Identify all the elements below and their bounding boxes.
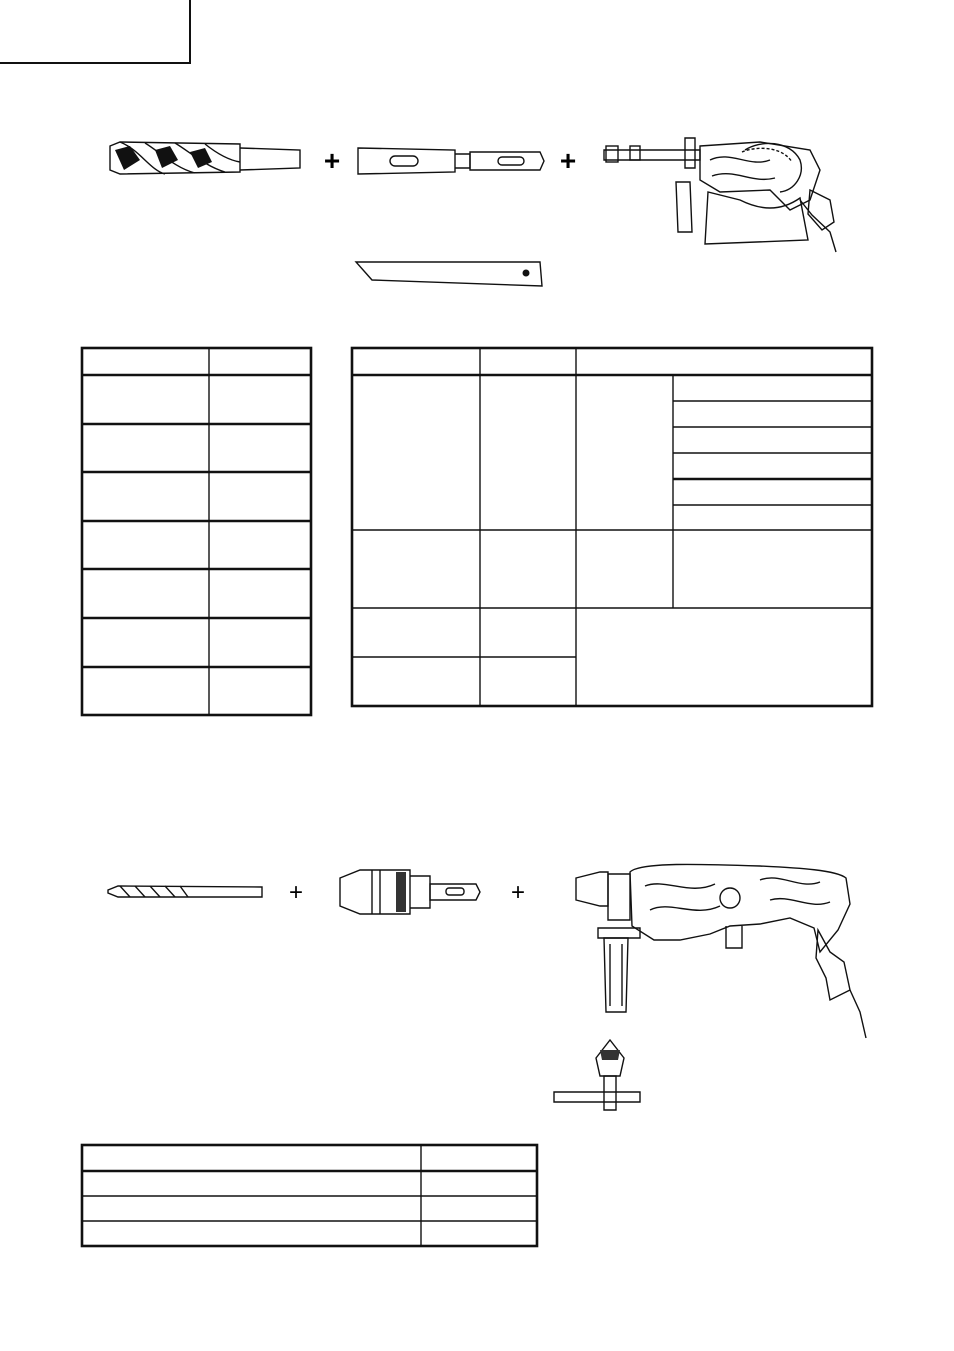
chuck-adapter-icon bbox=[340, 870, 480, 914]
plus-sign-2: + bbox=[559, 145, 577, 176]
chuck-key-icon bbox=[554, 1040, 640, 1110]
cotter-icon bbox=[356, 262, 542, 286]
chuck-table bbox=[82, 1145, 537, 1246]
taper-shank-adapter-icon bbox=[358, 148, 544, 174]
drill-bit-icon bbox=[108, 886, 262, 897]
dust-collector-table bbox=[352, 348, 872, 706]
core-bit-icon bbox=[110, 142, 300, 174]
rotary-hammer-with-dust-collector-icon bbox=[604, 138, 836, 252]
rotary-hammer-icon bbox=[576, 864, 866, 1038]
plus-sign-3: + bbox=[288, 879, 304, 906]
plus-sign-4: + bbox=[510, 879, 526, 906]
plus-sign-1: + bbox=[323, 145, 341, 176]
bit-size-table bbox=[82, 348, 311, 715]
